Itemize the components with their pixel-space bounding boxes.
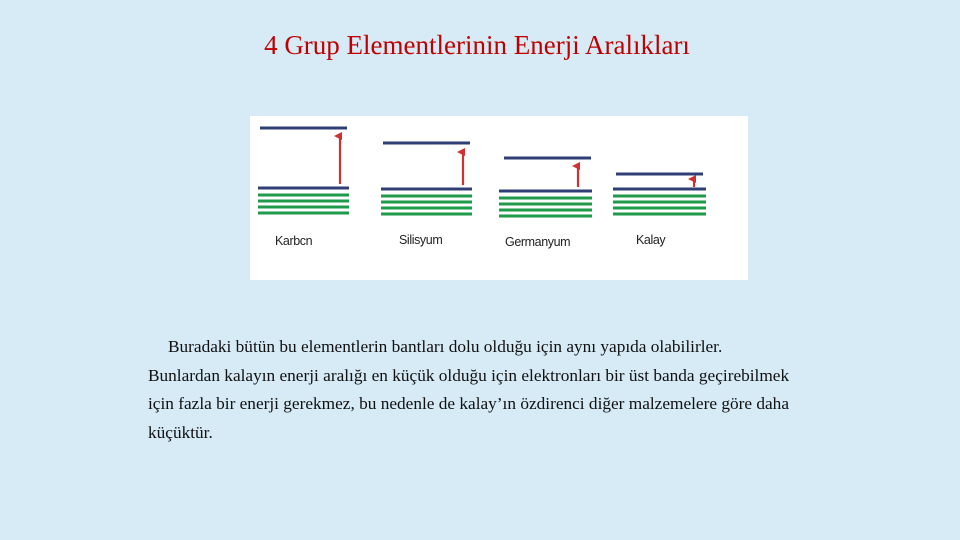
- element-label-kalay: Kalay: [636, 233, 666, 247]
- band-group-germanyum: [499, 158, 592, 216]
- element-label-germanyum: Germanyum: [505, 235, 571, 249]
- element-label-karbcn: Karbcn: [275, 234, 313, 248]
- slide-title: 4 Grup Elementlerinin Enerji Aralıkları: [264, 30, 690, 60]
- text-line: Buradaki bütün bu elementlerin bantları dolu olduğu için aynı yapıda olabilirler.: [168, 337, 723, 356]
- explanation-text: [148, 333, 908, 447]
- band-group-karbcn: [258, 128, 349, 213]
- text-line: Bunlardan kalayın enerji aralığı en küçük olduğu için elektronları bir üst banda geçirebilmek: [148, 365, 790, 385]
- energy-band-diagram: [250, 116, 748, 280]
- text-line: için fazla bir enerji gerekmez, bu nedenle de kalay’ın özdirenci diğer malzemelere göre daha: [148, 394, 789, 413]
- band-group-kalay: [613, 174, 706, 214]
- element-label-silisyum: Silisyum: [399, 233, 443, 247]
- text-line: küçüktür.: [148, 422, 213, 442]
- band-group-silisyum: [381, 143, 472, 214]
- band-diagram-svg: [250, 116, 748, 280]
